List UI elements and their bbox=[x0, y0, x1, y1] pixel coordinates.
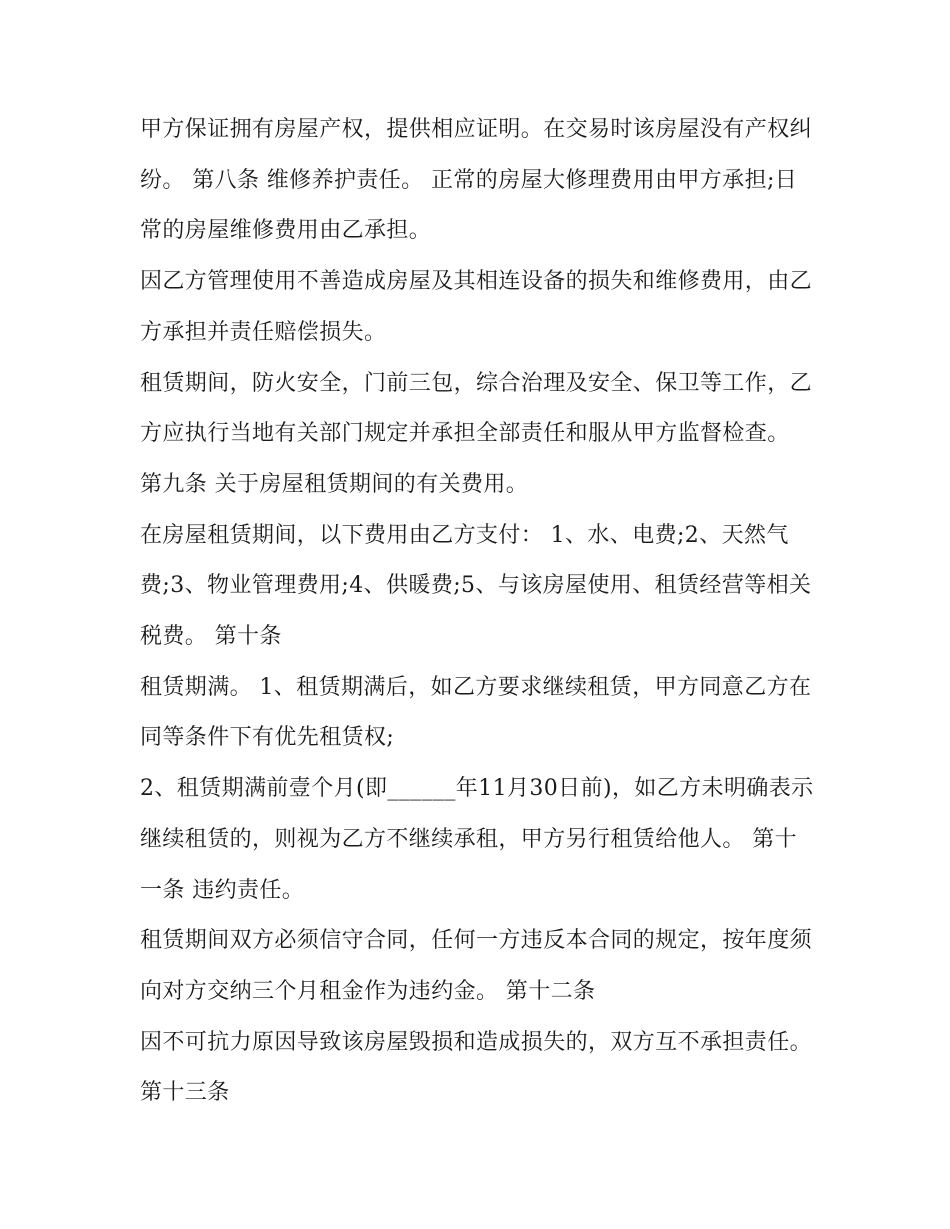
paragraph-8: 因不可抗力原因导致该房屋毁损和造成损失的，双方互不承担责任。 第十三条 bbox=[140, 1029, 813, 1106]
paragraph-7: 租赁期间双方必须信守合同，任何一方违反本合同的规定，按年度须向对方交纳三个月租金作为违约金。 第十二条 bbox=[140, 928, 813, 1004]
paragraph-6: 2、租赁期满前壹个月(即______年11月30日前)，如乙方未明确表示继续租赁的，则视为乙方不继续承租，甲方另行租赁给他人。 第十一条 违约责任。 bbox=[140, 776, 814, 903]
paragraph-2: 因乙方管理使用不善造成房屋及其相连设备的损失和维修费用，由乙方承担并责任赔偿损失。 bbox=[140, 269, 813, 345]
paragraph-1: 甲方保证拥有房屋产权，提供相应证明。在交易时该房屋没有产权纠纷。 第八条 维修养护责任。 正常的房屋大修理费用由甲方承担;日常的房屋维修费用由乙承担。 bbox=[140, 117, 813, 244]
document-body bbox=[140, 105, 815, 1119]
paragraph-5: 租赁期满。 1、租赁期满后，如乙方要求继续租赁，甲方同意乙方在同等条件下有优先租赁权; bbox=[140, 674, 812, 751]
paragraph-4: 在房屋租赁期间，以下费用由乙方支付： 1、水、电费;2、天然气费;3、物业管理费用;4、供暖费;5、与该房屋使用、租赁经营等相关税费。 第十条 bbox=[140, 522, 812, 650]
paragraph-3: 租赁期间，防火安全，门前三包，综合治理及安全、保卫等工作，乙方应执行当地有关部门规定并承担全部责任和服从甲方监督检查。 第九条 关于房屋租赁期间的有关费用。 bbox=[140, 370, 813, 497]
